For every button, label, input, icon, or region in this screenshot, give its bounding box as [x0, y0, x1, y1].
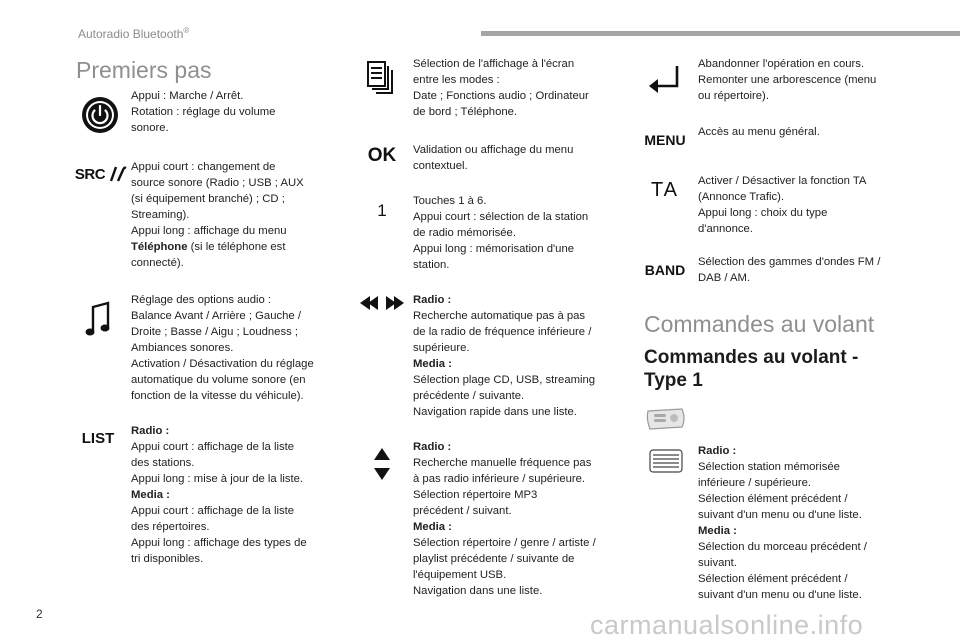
- seek-arrows-icon: [358, 293, 406, 313]
- menu-button-icon: MENU: [644, 132, 686, 148]
- watermark: carmanualsonline.info: [590, 610, 864, 640]
- preset-key-icon: 1: [377, 201, 387, 220]
- subsection-title-type1: Commandes au volant - Type 1: [644, 347, 859, 391]
- section-title-premiers-pas: Premiers pas: [76, 57, 212, 83]
- src-description: Appui court : changement de source sonore (Radio ; USB ; AUX (si équipement branché) ; CD ; Streaming). Appui long : affichage du menu Téléphone (si le téléphone est connecté).: [131, 161, 304, 269]
- steering-radio-media-description: Radio : Sélection station mémorisée inférieure / supérieure. Sélection élément précédent / suivant d'un menu ou d'une liste. Media : Sélection du morceau précédent / suivant. Sélection élément précédent / suivant d'un menu ou d'une liste.: [698, 445, 867, 601]
- audio-settings-description: Réglage des options audio : Balance Avant / Arrière ; Gauche / Droite ; Basse / Aigu ; Loudness ; Ambiances sonores. Activation / Désactivation du réglage automatique du volume sonore (en fonction de la vitesse du véhicule).: [131, 294, 314, 402]
- scroll-wheel-icon: [648, 448, 684, 474]
- header-rule: [481, 31, 960, 36]
- section-title-commandes: Commandes au volant: [644, 311, 875, 337]
- power-description: Appui : Marche / Arrêt. Rotation : réglage du volume sonore.: [131, 90, 276, 134]
- steering-control-icon: [644, 404, 688, 434]
- manual-search-description: Radio : Recherche manuelle fréquence pas à pas radio inférieure / supérieure. Sélection répertoire MP3 précédent / suivant. Media : Sélection répertoire / genre / artiste / playlist précédente / suivante de l'équipement USB. Navigation dans une liste.: [413, 441, 596, 597]
- list-description: Radio : Appui court : affichage de la liste des stations. Appui long : mise à jour de la liste. Media : Appui court : affichage de la liste des répertoires. Appui long : affichage des types de tri disponibles.: [131, 425, 307, 565]
- seek-description: Radio : Recherche automatique pas à pas de la radio de fréquence inférieure / supérieure. Media : Sélection plage CD, USB, streaming précédente / suivante. Navigation rapide dans une liste.: [413, 294, 596, 418]
- display-pages-icon: [366, 59, 396, 95]
- menu-description: Accès au menu général.: [698, 126, 820, 138]
- back-arrow-icon: [646, 61, 682, 97]
- display-mode-description: Sélection de l'affichage à l'écran entre les modes : Date ; Fonctions audio ; Ordinateur de bord ; Téléphone.: [413, 58, 589, 118]
- ok-button-icon: OK: [367, 145, 397, 166]
- list-button-icon: LIST: [81, 429, 115, 447]
- up-down-arrows-icon: [372, 446, 392, 482]
- back-description: Abandonner l'opération en cours. Remonter une arborescence (menu ou répertoire).: [698, 58, 877, 102]
- ta-description: Activer / Désactiver la fonction TA (Annonce Trafic). Appui long : choix du type d'annonce.: [698, 175, 867, 235]
- preset-keys-description: Touches 1 à 6. Appui court : sélection de la station de radio mémorisée. Appui long : mémorisation d'une station.: [413, 195, 589, 271]
- ta-button-icon: TA: [650, 178, 680, 201]
- power-icon: [78, 93, 122, 137]
- running-header: Autoradio Bluetooth®: [78, 26, 190, 41]
- band-button-icon: BAND: [644, 262, 686, 278]
- ok-description: Validation ou affichage du menu contextuel.: [413, 144, 574, 172]
- music-note-icon: [84, 300, 112, 340]
- page-number: 2: [36, 607, 43, 621]
- src-button-icon: SRC: [74, 161, 128, 187]
- band-description: Sélection des gammes d'ondes FM / DAB / AM.: [698, 256, 881, 284]
